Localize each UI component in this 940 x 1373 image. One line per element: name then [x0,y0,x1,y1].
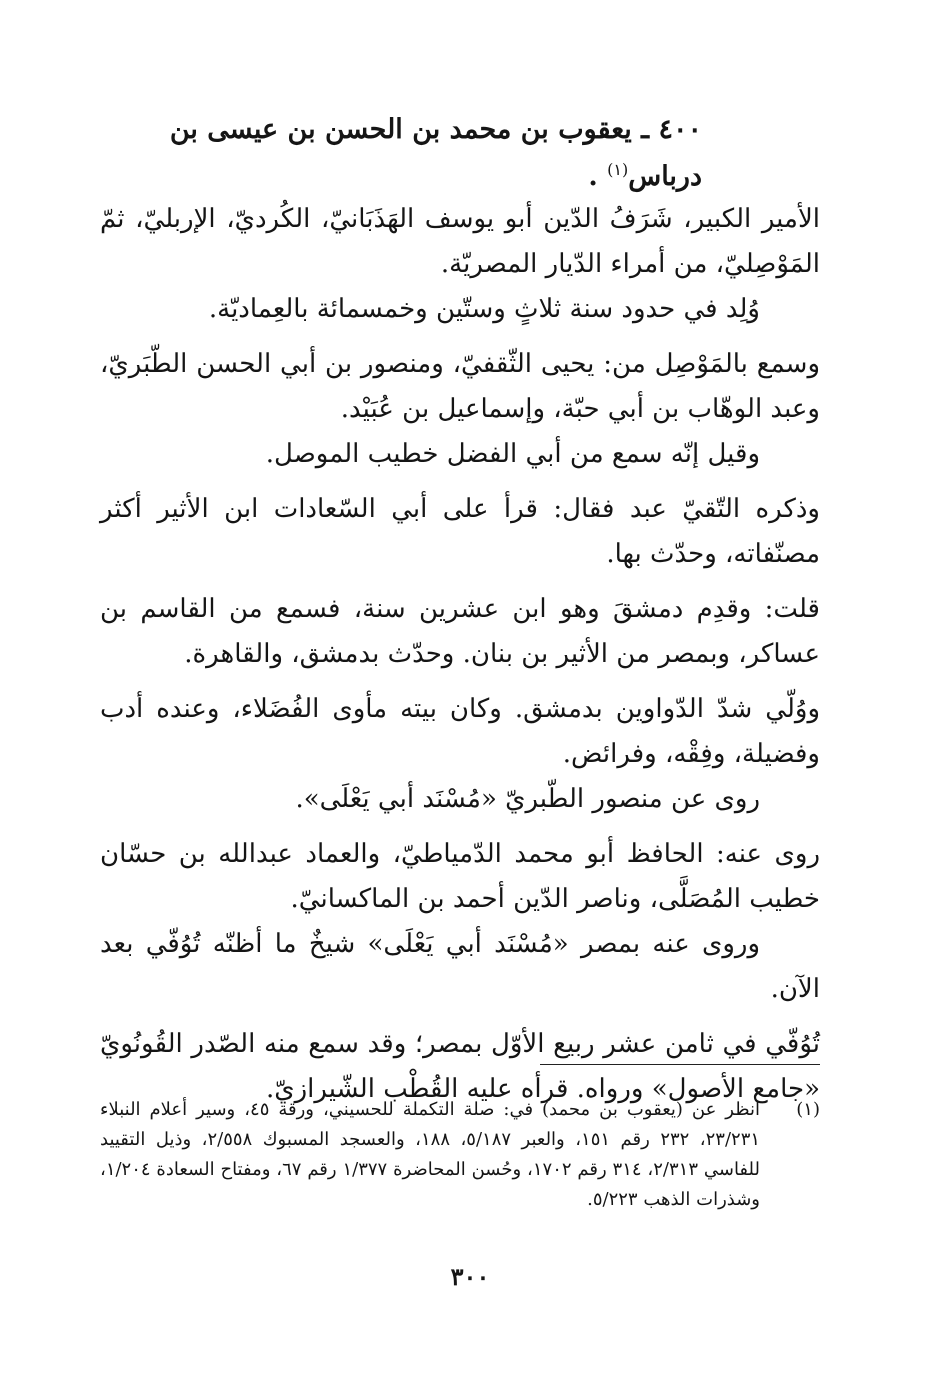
footnote-number: (١) [796,1099,820,1120]
paragraph: وُلِد في حدود سنة ثلاثٍ وستّين وخمسمائة بالعِماديّة. [208,294,760,324]
footnote [100,1095,820,1215]
paragraph: قلت: وقدِم دمشقَ وهو ابن عشرين سنة، فسمع من القاسم بن عساكر، وبمصر من الأثير بن بنان. وحدّث بدمشق، والقاهرة. [100,594,820,669]
paragraph: وذكره التّقيّ عبد فقال: قرأ على أبي السّعادات ابن الأثير أكثر مصنّفاته، وحدّث بها. [100,494,820,569]
entry-heading [100,110,820,197]
footnote-text: انظر عن (يعقوب بن محمد) في: صلة التكملة للحسيني، ورقة ٤٥، وسير أعلام النبلاء ٢٣/٢٣١، ٢٣٢ رقم ١٥١، والعبر ٥/١٨٧، ١٨٨، والعسجد المسبوك ٢/٥٥٨، وذيل التقييد للفاسي ٢/٣١٣، ٣١٤ رقم ١٧٠٢، وحُسن المحاضرة ١/٣٧٧ رقم ٦٧، ومفتاح السعادة ١/٢٠٤، وشذرات الذهب ٥/٢٢٣. [100,1099,761,1210]
paragraph: ووُلّي شدّ الدّواوين بدمشق. وكان بيته مأوى الفُضَلاء، وعنده أدب وفضيلة، وفِقْه، وفرائض. [100,694,820,769]
paragraph: وسمع بالمَوْصِل من: يحيى الثّقفيّ، ومنصور بن أبي الحسن الطّبَريّ، وعبد الوهّاب بن أبي حبّة، وإسماعيل بن عُبَيْد. [100,349,820,424]
heading-end: . [588,161,608,192]
footnote-reference: (١) [607,160,629,179]
paragraph: روى عن منصور الطّبريّ «مُسْنَد أبي يَعْلَى». [295,784,760,814]
paragraph: روى عنه: الحافظ أبو محمد الدّمياطيّ، والعماد عبدالله بن حسّان خطيب المُصَلَّى، وناصر الدّين أحمد بن الماكسانيّ. [100,839,820,914]
page-number: ٣٠٠ [450,1262,490,1291]
paragraph: وقيل إنّه سمع من أبي الفضل خطيب الموصل. [265,439,760,469]
paragraph: الأمير الكبير، شَرَفُ الدّين أبو يوسف الهَذَبَانيّ، الكُرديّ، الإربليّ، ثمّ المَوْصِليّ، من أمراء الدّيار المصريّة. [100,204,820,279]
paragraph: وروى عنه بمصر «مُسْنَد أبي يَعْلَى» شيخٌ ما أظنّه تُوُفّي بعد الآن. [100,929,820,1004]
paragraph: تُوُفّي في ثامن عشر ربيع الأوّل بمصر؛ وقد سمع منه الصّدر القُونُويّ «جامع الأصول» ورواه. قرأه عليه القُطْب الشّيرازيّ. [100,1029,820,1104]
footnote-divider [540,1064,820,1065]
entry-heading-text: ٤٠٠ ـ يعقوب بن محمد بن الحسن بن عيسى بن درباس [169,114,702,192]
main-text [100,110,820,1112]
